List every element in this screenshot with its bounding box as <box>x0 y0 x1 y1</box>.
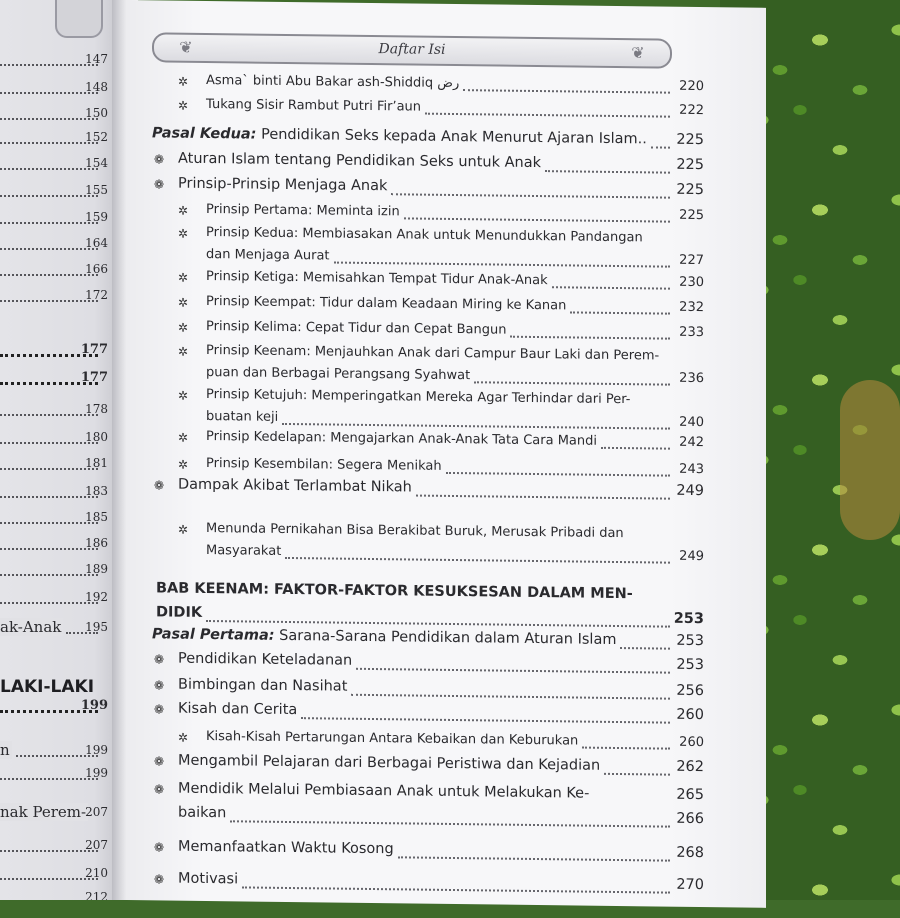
leader-dots <box>351 694 670 700</box>
left-entry <box>0 402 118 422</box>
header-band <box>152 32 672 68</box>
entry-title: Prinsip Kesembilan: Segera Menikah <box>206 455 442 474</box>
entry-title: Prinsip Kedelapan: Mengajarkan Anak-Anak Tata Cara Mandi <box>206 428 597 449</box>
left-entry <box>0 52 118 72</box>
flower-bullet-icon: ✲ <box>178 270 189 285</box>
left-entry-page: 195 <box>85 620 108 634</box>
leader-dots <box>301 717 670 724</box>
page-number: 265 <box>676 786 704 804</box>
left-entry <box>0 210 118 230</box>
left-entry-page: 159 <box>85 210 108 224</box>
entry-title: Dampak Akibat Terlambat Nikah <box>178 476 412 496</box>
flower-bullet-icon: ❁ <box>154 782 165 797</box>
leader-dots <box>416 495 670 500</box>
left-entry <box>0 484 118 504</box>
page-number: 233 <box>679 324 704 341</box>
leader-dots <box>391 193 670 198</box>
flower-bullet-icon: ❁ <box>154 702 165 717</box>
ornament-left-icon: ❦ <box>179 37 193 57</box>
entry-title: Menunda Pernikahan Bisa Berakibat Buruk, Merusak Pribadi dan <box>206 520 624 542</box>
left-entry <box>0 80 118 100</box>
flower-bullet-icon: ✲ <box>178 522 189 537</box>
left-entry-page: 199 <box>80 698 108 713</box>
flower-bullet-icon: ❁ <box>154 652 165 667</box>
left-entry-text: nak Perem- <box>0 803 87 821</box>
entry-title: Kisah dan Cerita <box>178 700 298 719</box>
leader-dots <box>545 170 670 174</box>
leader-dots <box>620 647 670 650</box>
left-entry-page: 183 <box>85 484 108 498</box>
left-entry <box>0 456 118 476</box>
page-number: 232 <box>679 299 704 316</box>
entry-title-cont: buatan keji <box>206 408 279 425</box>
entry-title: Prinsip Ketiga: Memisahkan Tempat Tidur Anak-Anak <box>206 268 548 289</box>
left-page <box>0 0 118 900</box>
flower-bullet-icon: ✲ <box>178 98 189 113</box>
flower-bullet-icon: ❁ <box>154 152 165 167</box>
entry-title: Tukang Sisir Rambut Putri Fir’aun <box>206 96 422 115</box>
left-entry-page: 199 <box>85 766 108 780</box>
left-entry <box>0 838 118 858</box>
left-entry <box>0 766 118 786</box>
left-entry <box>0 106 118 126</box>
page-number: 253 <box>673 610 704 628</box>
entry-title: Memanfaatkan Waktu Kosong <box>178 838 394 858</box>
page-number: 227 <box>679 252 704 269</box>
page-number: 242 <box>679 434 704 451</box>
ornament-right-icon: ❦ <box>631 43 645 63</box>
flower-bullet-icon: ❁ <box>154 754 165 769</box>
flower-bullet-icon: ✲ <box>178 74 189 89</box>
left-entry <box>0 536 118 556</box>
page-number: 253 <box>676 656 704 674</box>
left-entry <box>0 430 118 450</box>
leader-dots <box>334 262 670 268</box>
left-entry-page: 154 <box>85 156 108 170</box>
page-number: 243 <box>679 461 704 478</box>
left-entry-page: 180 <box>85 430 108 444</box>
entry-title: Pasal Pertama: Sarana-Sarana Pendidikan dalam Aturan Islam <box>152 626 617 648</box>
left-entry-page: 181 <box>85 456 108 470</box>
section-label: Pasal Kedua: <box>152 125 257 143</box>
page-number: 222 <box>679 102 704 119</box>
entry-title: Prinsip-Prinsip Menjaga Anak <box>178 175 388 195</box>
entry-title: Aturan Islam tentang Pendidikan Seks untuk Anak <box>178 150 542 172</box>
leader-dots <box>242 886 670 893</box>
page-number: 225 <box>676 131 704 149</box>
page-number: 225 <box>676 156 704 174</box>
left-entry <box>0 620 118 640</box>
flower-bullet-icon: ❁ <box>154 678 165 693</box>
left-entry <box>0 743 118 763</box>
page-number: 270 <box>676 876 704 894</box>
page-number: 262 <box>676 758 704 776</box>
leader-dots <box>552 286 670 289</box>
toc-entry <box>126 476 726 523</box>
flower-bullet-icon: ✲ <box>178 320 189 335</box>
leader-dots <box>398 856 670 861</box>
left-entry-page: 177 <box>80 370 108 385</box>
entry-title-cont: DIDIK <box>156 604 203 621</box>
leader-dots <box>601 447 670 450</box>
entry-title-cont: Masyarakat <box>206 542 282 559</box>
page-number: 266 <box>676 810 704 828</box>
left-entry-text: n <box>0 741 10 759</box>
flower-bullet-icon: ❁ <box>154 840 165 855</box>
left-entry <box>0 805 118 825</box>
left-entry-page: 166 <box>85 262 108 276</box>
left-entry <box>0 262 118 282</box>
left-entry-page: 212 <box>85 890 108 900</box>
left-entry-page: 199 <box>85 743 108 757</box>
leader-dots <box>230 820 670 827</box>
leader-dots <box>570 311 670 314</box>
entry-title: Motivasi <box>178 870 239 888</box>
page-number: 225 <box>676 181 704 199</box>
entry-title: Prinsip Keempat: Tidur dalam Keadaan Miring ke Kanan <box>206 293 567 314</box>
leader-dots <box>651 146 670 148</box>
left-entry-page: 210 <box>85 866 108 880</box>
page-number: 260 <box>676 706 704 724</box>
entry-title: Mendidik Melalui Pembiasaan Anak untuk Melakukan Ke- <box>178 780 590 802</box>
entry-title: Kisah-Kisah Pertarungan Antara Kebaikan dan Keburukan <box>206 728 579 749</box>
left-entry-page: 152 <box>85 130 108 144</box>
entry-title-cont: puan dan Berbagai Perangsang Syahwat <box>206 364 471 384</box>
page-number: 249 <box>679 548 704 565</box>
page-title: Daftar Isi <box>378 41 446 58</box>
left-entry-page: 148 <box>85 80 108 94</box>
flower-bullet-icon: ❁ <box>154 478 165 493</box>
leader-dots <box>510 336 670 340</box>
page-number: 240 <box>679 414 704 431</box>
page-number: 249 <box>676 482 704 500</box>
left-entry <box>0 510 118 530</box>
leader-dots <box>404 217 670 222</box>
left-entry-page: 155 <box>85 183 108 197</box>
entry-title: Asma` binti Abu Bakar ash-Shiddiq رض <box>206 72 460 92</box>
leader-dots <box>582 747 670 750</box>
flower-bullet-icon: ❁ <box>154 872 165 887</box>
flower-bullet-icon: ✲ <box>178 203 189 218</box>
toc-entry <box>126 780 726 827</box>
left-heading: LAKI-LAKI <box>0 677 95 697</box>
entry-title-cont: dan Menjaga Aurat <box>206 246 330 264</box>
flower-bullet-icon: ✲ <box>178 295 189 310</box>
flower-bullet-icon: ❁ <box>154 177 165 192</box>
left-entry <box>0 183 118 203</box>
section-label: Pasal Pertama: <box>152 626 275 644</box>
toc-entry <box>126 386 726 433</box>
entry-title: Prinsip Keenam: Menjauhkan Anak dari Campur Baur Laki dan Perem- <box>206 342 660 364</box>
entry-title: Bimbingan dan Nasihat <box>178 676 348 695</box>
page-number: 225 <box>679 207 704 224</box>
left-entry <box>0 288 118 308</box>
left-entry <box>0 590 118 610</box>
entry-title: Prinsip Ketujuh: Memperingatkan Mereka Agar Terhindar dari Per- <box>206 386 631 408</box>
chapter-entry <box>126 580 726 627</box>
entry-title: BAB KEENAM: FAKTOR-FAKTOR KESUKSESAN DALAM MEN- <box>156 580 633 603</box>
left-entry <box>0 866 118 886</box>
left-entry-page: 207 <box>85 805 108 819</box>
flower-bullet-icon: ✲ <box>178 226 189 241</box>
left-entry-page: 164 <box>85 236 108 250</box>
page-number: 256 <box>676 682 704 700</box>
leader-dots <box>425 113 670 118</box>
entry-title: Pendidikan Keteladanan <box>178 650 353 669</box>
page-number: 260 <box>679 734 704 751</box>
left-entry <box>0 236 118 256</box>
entry-title: Prinsip Pertama: Meminta izin <box>206 201 400 220</box>
leader-dots <box>604 773 670 776</box>
leader-dots <box>282 423 670 430</box>
left-entry-page: 189 <box>85 562 108 576</box>
left-entry-page: 178 <box>85 402 108 416</box>
page-number: 230 <box>679 274 704 291</box>
left-entry <box>0 370 118 390</box>
page-number: 253 <box>676 632 704 650</box>
left-entry <box>0 130 118 150</box>
left-entry-page: 172 <box>85 288 108 302</box>
entry-title: Mengambil Pelajaran dari Berbagai Peristiwa dan Kejadian <box>178 752 601 774</box>
left-entry <box>0 562 118 582</box>
flower-bullet-icon: ✲ <box>178 730 189 745</box>
left-entry-page: 177 <box>80 342 108 357</box>
flower-bullet-icon: ✲ <box>178 457 189 472</box>
leader-dots <box>285 557 670 564</box>
flower-bullet-icon: ✲ <box>178 388 189 403</box>
leader-dots <box>356 668 670 674</box>
left-entry-page: 147 <box>85 52 108 66</box>
left-entry-page: 192 <box>85 590 108 604</box>
page-number: 268 <box>676 844 704 862</box>
ornament-icon <box>55 0 103 38</box>
flower-bullet-icon: ✲ <box>178 344 189 359</box>
left-entry-page: 150 <box>85 106 108 120</box>
left-entry <box>0 156 118 176</box>
leader-dots <box>206 620 670 628</box>
toc-entry <box>126 224 726 271</box>
toc-entry <box>126 520 726 567</box>
left-entry-text: ak-Anak <box>0 618 62 636</box>
wall-patch <box>840 380 900 540</box>
left-entry-page: 207 <box>85 838 108 852</box>
left-entry-page: 185 <box>85 510 108 524</box>
toc-entry <box>126 870 726 917</box>
right-page <box>126 0 766 908</box>
left-entry <box>0 890 118 900</box>
leader-dots <box>463 89 670 94</box>
leader-dots <box>474 381 670 385</box>
entry-title: Prinsip Kedua: Membiasakan Anak untuk Menundukkan Pandangan <box>206 224 643 246</box>
entry-title-cont: baikan <box>178 804 227 822</box>
page-number: 236 <box>679 370 704 387</box>
left-entry <box>0 698 118 718</box>
leader-dots <box>446 472 670 477</box>
toc-entry <box>126 342 726 389</box>
left-entry <box>0 342 118 362</box>
page-number: 220 <box>679 78 704 95</box>
flower-bullet-icon: ✲ <box>178 430 189 445</box>
entry-title: Prinsip Kelima: Cepat Tidur dan Cepat Bangun <box>206 318 507 338</box>
left-entry-page: 186 <box>85 536 108 550</box>
entry-title: Pasal Kedua: Pendidikan Seks kepada Anak Menurut Ajaran Islam.. <box>152 125 647 148</box>
